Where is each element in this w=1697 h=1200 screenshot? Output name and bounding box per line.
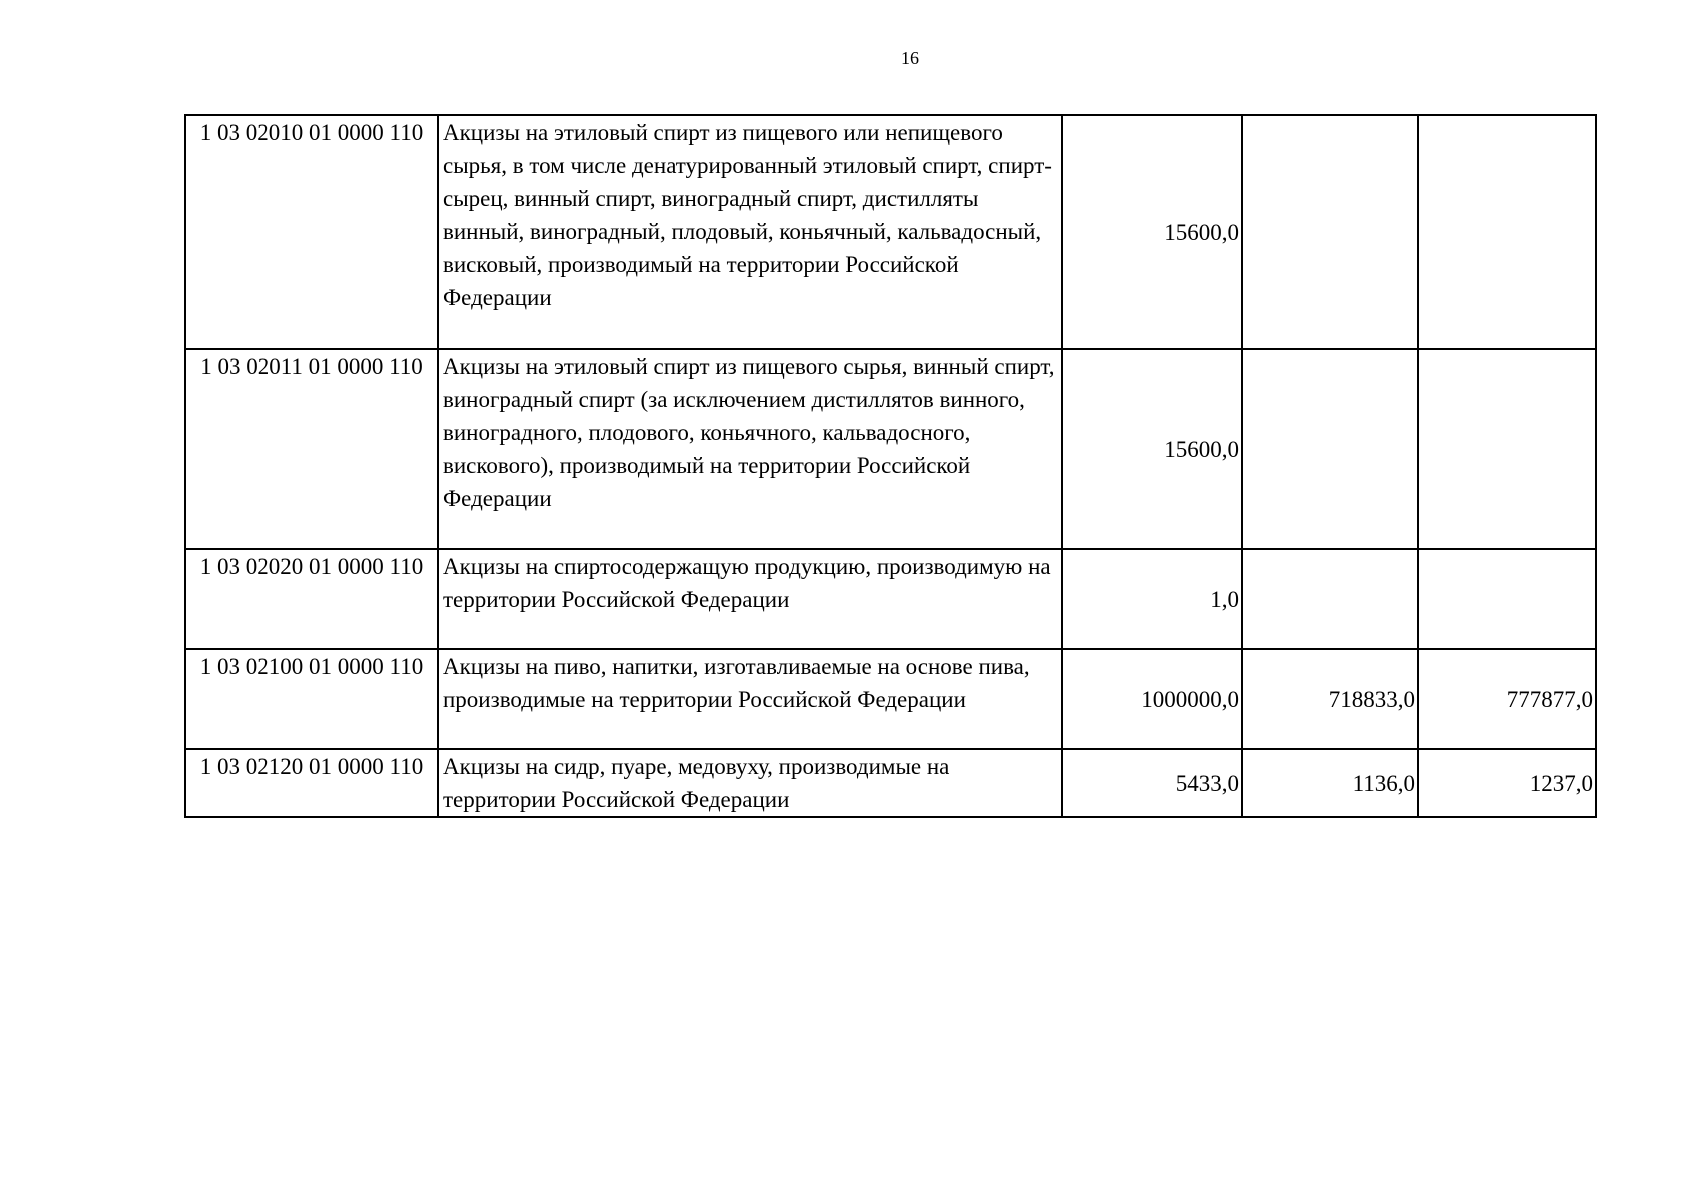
value-col-2: [1242, 115, 1418, 349]
value-col-3: 777877,0: [1418, 649, 1596, 749]
value-col-1: 5433,0: [1062, 749, 1242, 817]
budget-code: 1 03 02120 01 0000 110: [185, 749, 438, 817]
value-col-3: [1418, 549, 1596, 649]
value-col-3: [1418, 115, 1596, 349]
row-description: Акцизы на сидр, пуаре, медовуху, производимые на территории Российской Федерации: [438, 749, 1062, 817]
value-col-2: [1242, 349, 1418, 549]
table-row: [185, 115, 1596, 349]
budget-code: 1 03 02100 01 0000 110: [185, 649, 438, 749]
row-description: Акцизы на спиртосодержащую продукцию, производимую на территории Российской Федерации: [438, 549, 1062, 649]
row-description: Акцизы на этиловый спирт из пищевого сырья, винный спирт, виноградный спирт (за исключением дистиллятов винного, виноградного, плодового, коньячного, кальвадосного, вискового), производимый на территории Российской Федерации: [438, 349, 1062, 549]
value-col-1: 15600,0: [1062, 115, 1242, 349]
budget-code: 1 03 02020 01 0000 110: [185, 549, 438, 649]
value-col-1: 15600,0: [1062, 349, 1242, 549]
revenue-table: [184, 114, 1597, 818]
page-number: 16: [901, 48, 919, 68]
value-col-2: 718833,0: [1242, 649, 1418, 749]
row-description: Акцизы на этиловый спирт из пищевого или непищевого сырья, в том числе денатурированный этиловый спирт, спирт-сырец, винный спирт, виноградный спирт, дистилляты винный, виноградный, плодовый, коньячный, кальвадосный, висковый, производимый на территории Российской Федерации: [438, 115, 1062, 349]
row-description: Акцизы на пиво, напитки, изготавливаемые на основе пива, производимые на территории Российской Федерации: [438, 649, 1062, 749]
value-col-1: 1000000,0: [1062, 649, 1242, 749]
value-col-1: 1,0: [1062, 549, 1242, 649]
value-col-2: 1136,0: [1242, 749, 1418, 817]
table-row: [185, 349, 1596, 549]
table-row: [185, 749, 1596, 817]
table-row: [185, 549, 1596, 649]
table-row: [185, 649, 1596, 749]
budget-code: 1 03 02010 01 0000 110: [185, 115, 438, 349]
value-col-2: [1242, 549, 1418, 649]
budget-code: 1 03 02011 01 0000 110: [185, 349, 438, 549]
value-col-3: 1237,0: [1418, 749, 1596, 817]
value-col-3: [1418, 349, 1596, 549]
